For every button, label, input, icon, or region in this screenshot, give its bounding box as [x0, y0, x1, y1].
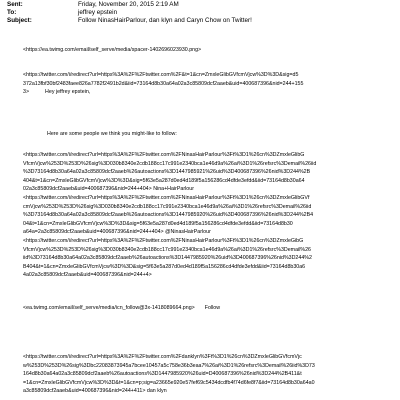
- redirect-line-name[interactable]: 02a3c85809dcf2aaeb&uid=400687396&nid=244+404> Nina+HairParlour: [23, 186, 194, 193]
- suggestion-text: Here are some people we think you might-like to follow:: [47, 131, 177, 137]
- follow-icon-url[interactable]: <ea.twimg.com/email/self_serve/media/icn_follow@3x-1418089664.png>: [23, 305, 195, 311]
- to-row: [7, 9, 117, 17]
- sent-row: [7, 1, 179, 9]
- subject-value: Follow NinasHairParlour, dan klyn and Caryn Chow on Twitter!: [78, 17, 252, 24]
- redirect-line[interactable]: iid%3D73164d8b30a64a02a3c85809dcf2aaeb%26autoactions%3D1447985920%26uid%3D400687396%26nid%3D244%2: [23, 255, 312, 262]
- redirect-line[interactable]: VfcmVjcw%253D%253D%26sig%3D030b8340e2cdb188cc17c991e2340bca1e46d9a%26ai%3D1%26refsrc%3Demail%26: [23, 246, 311, 253]
- greeting-block: [23, 71, 303, 97]
- redirect-line[interactable]: %3D73164d8b30a64a02a3c85809dcf2aaeb%26autoactions%3D1447985921%26uid%3D400687396%26nid%3D244%2B: [23, 169, 311, 176]
- redirect-line[interactable]: %3D73164d8b30a64a02a3c85809dcf2aaeb%26autoactions%3D1447985920%26uid%3D400687396%26nid%3D244%2B4: [23, 212, 314, 219]
- sent-value: Friday, November 20, 2015 2:19 AM: [78, 1, 179, 8]
- redirect-line[interactable]: 04&t=1&cn=ZmxleGlibGVfcmVjcw%3D%3D&sig=5f63e5a287d0ed4d189f5a156286cd4dfde3efdd&iid=73164d8b30: [23, 220, 293, 227]
- redirect-line-handle[interactable]: a64a=2a3c85809dcf2aaeb&uid=400687396&nid=244+404> @NinasHairParlour: [23, 229, 211, 236]
- to-label: To:: [7, 9, 17, 16]
- to-value: jeffrey epstein: [78, 9, 118, 16]
- redirect-line[interactable]: <https://twitter.com/i/redirect?url=https%3A%2F%2Ftwitter.com%2FNinasHairParlour%3Ft%3D1%26cn%3DZmxleGlibG: [23, 152, 305, 158]
- redirect-line[interactable]: VfcmVjcw%253D%253D%26sig%3D030b8340e2cdb188cc17c991e2340bca1e46d9a%26ai%3D1%26refsrc%3Demail%26iid: [23, 160, 317, 167]
- redirect-line-name[interactable]: a3c85809dcf2aaeb&uid=400687396&nid=244+411> dan klyn: [23, 388, 167, 395]
- redirect-line[interactable]: w%253D%253D%26sig%3Dbc22083873945a7bcee10457a5c758e36b3eaa7%26ai%3D1%26refsrc%3Demail%26iid%3D73: [23, 362, 315, 369]
- spacer-image-link[interactable]: [23, 46, 201, 55]
- greeting-text: Hey jeffrey epstein,: [45, 89, 91, 96]
- subject-label: Subject:: [7, 17, 32, 24]
- sent-label: Sent:: [7, 1, 23, 8]
- redirect-line[interactable]: <https://twitter.com/i/redirect?url=https%3A%2F%2Ftwitter.com%2FNinasHairParlour%3Ft%3D1%26cn%3DZmxleGibG: [23, 237, 304, 244]
- redirect-line[interactable]: 404&t=1&cn=ZmxleGlibGVfcmVjcw%3D%3D&sig=5f63e5a287d0ed4d189f5a156286cd4dfde3efdd&iid=73164d8b30a64: [23, 177, 305, 184]
- redirect-line[interactable]: 164d8b30a64a02a3c85809dcf2aaeb%26autoactions%3D1447985920%26uid=D400687396%26nid%3D244%2B411&t: [23, 371, 302, 378]
- redirect-line[interactable]: 3>: [23, 89, 30, 96]
- follow-label[interactable]: Follow: [204, 305, 221, 311]
- follow-icon-row: [23, 304, 220, 313]
- subject-row: [7, 17, 252, 25]
- redirect-line[interactable]: cmVjcw%253D%253D%26sig%3D030b8340e2cdb188cc17c991e2340bca1e46d9a%26ai%3D1%26refsrc%3Demail%26iid: [23, 203, 312, 210]
- redirect-line[interactable]: B404&t=1&cn=ZmxleGlibGVfcmVjcw%3D%3D&sig=5f63e5a287d0ed4d189f5a156286cd4dfde3efdd&iid=73164d8b30a6: [23, 263, 306, 270]
- redirect-line[interactable]: <https://twitter.com/i/redirect?url=https%3A%2F%2Ftwitter.com%2FNinasHairParlour%3Ft%3D1%26cn%3DZmxleGlibGVf: [23, 194, 310, 201]
- redirect-line[interactable]: <https://twitter.com/i/redirect?url=https%3A%2F%2Ftwitter.com%2F&t=1&cn=ZmxleGlibGVfcmVjcw%3D%3D&sig=d5: [23, 72, 299, 78]
- redirect-line[interactable]: 4a02a3c85809dcf2aaeb&uid=400687396&nid=244+4>: [23, 272, 152, 279]
- suggestion-intro: [47, 130, 177, 139]
- danklyn-block: [23, 353, 315, 396]
- redirect-line[interactable]: <https://twitter.com/i/redirect?url=https%3A%2F%2Ftwitter.com%2Fdanklyn%3Ft%3D1%26cn%3DZmxleGlibGVfcmVjc: [23, 354, 302, 360]
- redirect-line[interactable]: 372a13fbf30bf2483faee826a7782f2491b2d&iid=73164d8b30a64a02a3c85809dcf2aaeb&uid=400687396&nid=244+155: [23, 80, 304, 87]
- redirect-line[interactable]: =1&cn=ZmxleGlibGVfcmVjcw%3D%3D&t=1&cn=p;sig=a23665e920e57fef69c5434dcdfb4f74d6fe8f7&iid=73164d8b30a64a0: [23, 379, 315, 386]
- ninashairparlour-block: [23, 151, 316, 280]
- spacer-url[interactable]: <https://ea.twimg.com/email/self_serve/media/spacer-1402696023930.png>: [23, 47, 202, 53]
